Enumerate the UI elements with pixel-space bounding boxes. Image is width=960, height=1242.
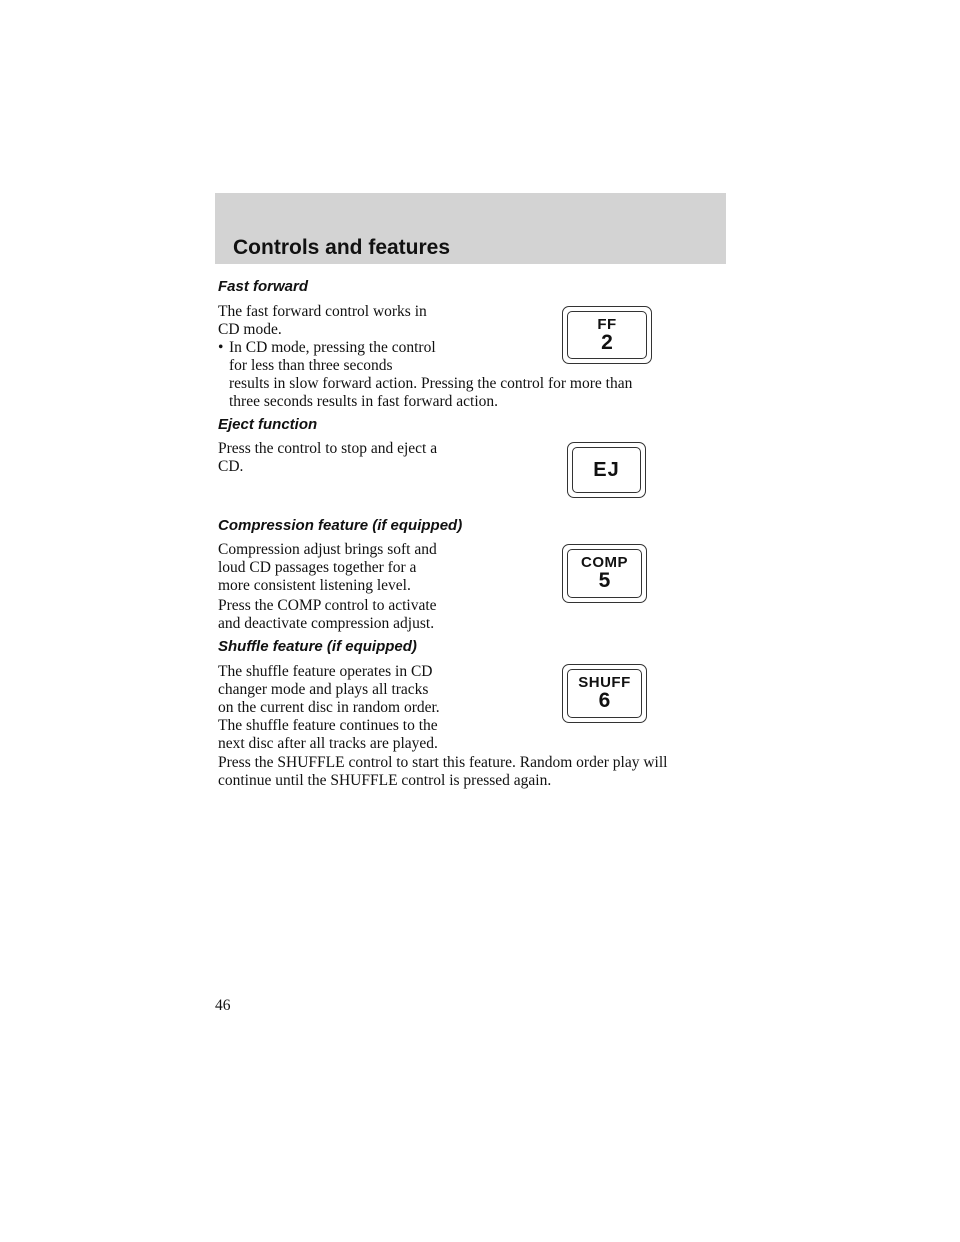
text-line: The shuffle feature continues to the xyxy=(218,717,438,734)
page-number: 46 xyxy=(215,997,231,1014)
shuffle-button-top-label: SHUFF xyxy=(578,674,631,691)
compression-paragraph-2 xyxy=(218,597,437,633)
shuffle-button-illustration xyxy=(562,664,647,723)
text-line: and deactivate compression adjust. xyxy=(218,615,435,632)
text-line: In CD mode, pressing the control xyxy=(229,339,436,356)
shuffle-button-face xyxy=(567,669,642,718)
text-line: The shuffle feature operates in CD xyxy=(218,663,433,680)
eject-heading: Eject function xyxy=(218,416,318,433)
text-line: for less than three seconds xyxy=(229,357,393,374)
shuffle-heading: Shuffle feature (if equipped) xyxy=(218,638,417,655)
compression-paragraph-1 xyxy=(218,541,437,595)
ff-button-number: 2 xyxy=(601,330,613,354)
shuffle-button-number: 6 xyxy=(598,689,611,712)
text-line: The fast forward control works in xyxy=(218,303,427,320)
text-line: Press the SHUFFLE control to start this feature. Random order play will xyxy=(218,754,668,771)
section-header-band xyxy=(215,193,726,264)
shuffle-paragraph-2 xyxy=(218,754,667,790)
comp-button-top-label: COMP xyxy=(581,554,628,571)
comp-button-number: 5 xyxy=(598,569,611,592)
text-line: CD. xyxy=(218,458,244,475)
text-line: loud CD passages together for a xyxy=(218,559,417,576)
text-line: results in slow forward action. Pressing the control for more than xyxy=(229,375,633,392)
bullet-icon: • xyxy=(218,339,224,356)
fast-forward-heading: Fast forward xyxy=(218,278,309,295)
ff-button-top-label: FF xyxy=(597,315,617,333)
text-line: Press the control to stop and eject a xyxy=(218,440,438,457)
eject-button-face xyxy=(572,447,641,493)
eject-button-label: EJ xyxy=(593,459,620,481)
shuffle-paragraph-1 xyxy=(218,663,440,753)
ff-button-face xyxy=(567,311,647,359)
comp-button-illustration xyxy=(562,544,647,603)
text-line: three seconds results in fast forward action. xyxy=(229,393,499,410)
text-line: changer mode and plays all tracks xyxy=(218,681,429,698)
fast-forward-intro xyxy=(218,303,427,339)
text-line: Press the COMP control to activate xyxy=(218,597,437,614)
ff-button-illustration xyxy=(562,306,652,364)
text-line: continue until the SHUFFLE control is pressed again. xyxy=(218,772,552,789)
text-line: more consistent listening level. xyxy=(218,577,411,594)
text-line: Compression adjust brings soft and xyxy=(218,541,437,558)
compression-heading: Compression feature (if equipped) xyxy=(218,517,463,534)
eject-text xyxy=(218,440,437,476)
eject-button-illustration xyxy=(567,442,646,498)
section-title: Controls and features xyxy=(233,236,451,259)
text-line: CD mode. xyxy=(218,321,282,338)
comp-button-face xyxy=(567,549,642,598)
text-line: next disc after all tracks are played. xyxy=(218,735,438,752)
text-line: on the current disc in random order. xyxy=(218,699,440,716)
